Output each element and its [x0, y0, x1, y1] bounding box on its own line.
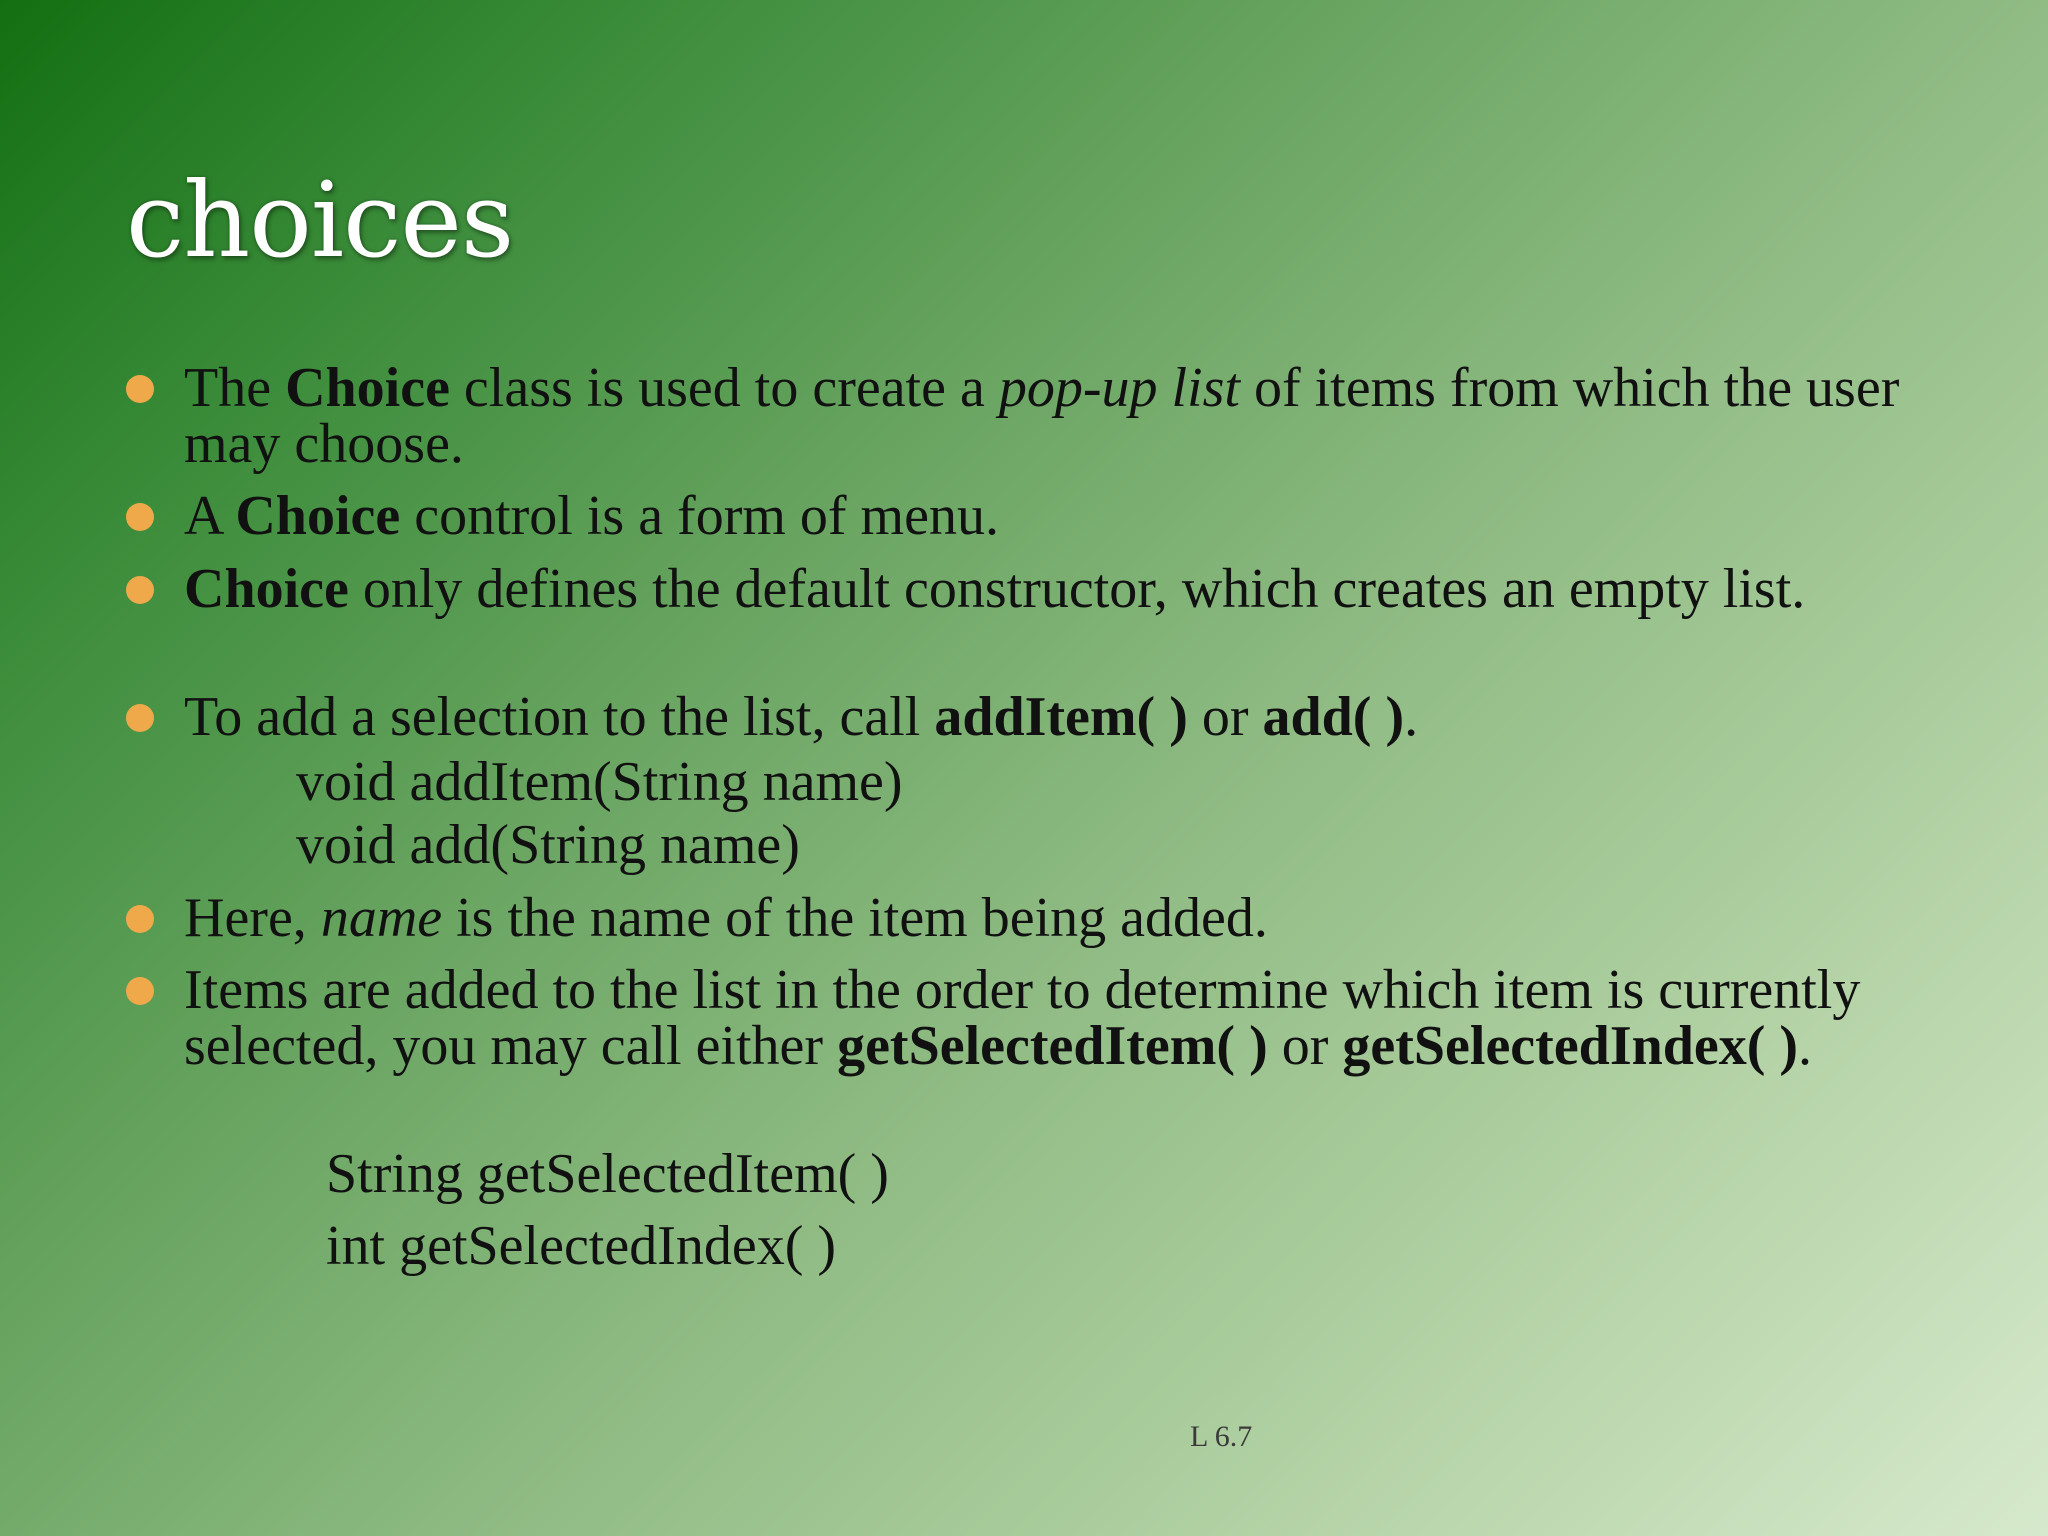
bullet-dot-icon [126, 576, 154, 604]
bold-term: add( ) [1262, 686, 1405, 748]
bullet-dot-icon [126, 375, 154, 403]
text-run: Items are added to the list in the order to determine which item is currently selected, you may call either [184, 959, 1861, 1077]
text-run: . [1798, 1015, 1813, 1077]
text-run: . [1404, 686, 1419, 748]
code-line-get-selected-index: int getSelectedIndex( ) [326, 1215, 837, 1277]
text-run: of items from which the user may choose. [184, 357, 1900, 475]
code-line-get-selected-item: String getSelectedItem( ) [326, 1143, 889, 1205]
bold-term: getSelectedItem( ) [837, 1015, 1268, 1077]
slide-title: choices [126, 159, 514, 281]
bullet-text [184, 887, 1964, 949]
bold-term: Choice [285, 357, 450, 419]
bullet-text [184, 686, 1964, 748]
italic-term: pop-up list [998, 357, 1240, 419]
bullet-text [184, 959, 1964, 1077]
bullet-text [184, 485, 1964, 547]
bullet-dot-icon [126, 977, 154, 1005]
bold-term: Choice [184, 558, 349, 620]
text-run: is the name of the item being added. [442, 887, 1268, 949]
text-run: or [1187, 686, 1263, 748]
text-run: only defines the default constructor, which creates an empty list. [348, 558, 1806, 620]
text-run: or [1267, 1015, 1343, 1077]
text-run: The [184, 357, 286, 419]
text-run: class is used to create a [449, 357, 999, 419]
text-run: control is a form of menu. [400, 485, 999, 547]
bullet-dot-icon [126, 704, 154, 732]
code-line-add: void add(String name) [296, 814, 800, 876]
italic-term: name [320, 887, 443, 949]
text-run: A [184, 485, 236, 547]
bold-term: Choice [235, 485, 401, 547]
code-line-add-item: void addItem(String name) [296, 751, 903, 813]
bold-term: addItem( ) [934, 686, 1188, 748]
bullet-dot-icon [126, 503, 154, 531]
bullet-text [184, 558, 1964, 620]
text-run: To add a selection to the list, call [184, 686, 935, 748]
text-run: Here, [184, 887, 321, 949]
bold-term: getSelectedIndex( ) [1342, 1015, 1799, 1077]
bullet-dot-icon [126, 905, 154, 933]
bullet-text [184, 357, 1964, 475]
slide-number: L 6.7 [1190, 1420, 1253, 1453]
